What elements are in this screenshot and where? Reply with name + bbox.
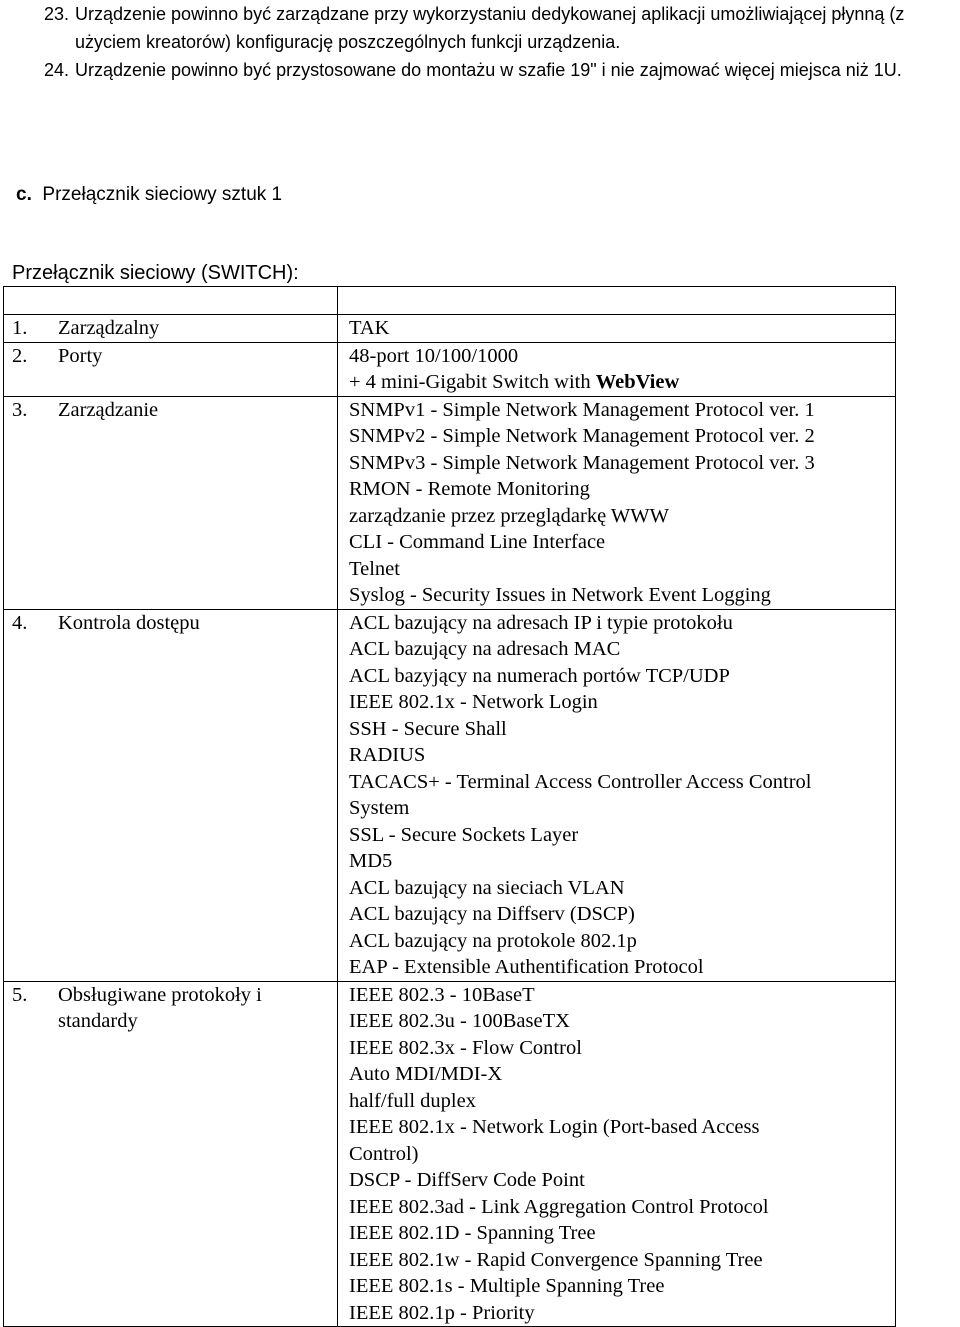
spec-label-cell [4, 342, 338, 396]
spec-value-text: TACACS+ - Terminal Access Controller Access Control [349, 770, 812, 793]
spec-value-text: ACL bazujący na adresach IP i typie protokołu [349, 611, 733, 634]
spec-value-line [349, 689, 895, 716]
spec-value-line [349, 610, 895, 637]
spec-value-line [349, 1061, 895, 1088]
spec-value-cell [338, 981, 896, 1327]
row-number: 3. [12, 398, 28, 421]
switch-title: Przełącznik sieciowy (SWITCH): [12, 262, 299, 284]
spec-value-text: IEEE 802.1w - Rapid Convergence Spanning Tree [349, 1248, 763, 1271]
spec-value-line [349, 982, 895, 1009]
spec-value-line [349, 556, 895, 583]
spec-value-text: Control) [349, 1142, 419, 1165]
spec-value-text: Syslog - Security Issues in Network Event Logging [349, 584, 771, 606]
section-heading [16, 181, 282, 209]
spec-value-line [349, 848, 895, 875]
table-row [4, 315, 896, 343]
spec-value-text: IEEE 802.1x - Network Login (Port-based Access [349, 1116, 760, 1138]
row-label: Kontrola dostępu [58, 611, 200, 634]
spec-label-cell [4, 315, 338, 343]
row-label: Zarządzanie [58, 398, 159, 421]
spec-value-line [349, 397, 895, 424]
spec-value-line [349, 1141, 895, 1168]
spec-value-text: ACL bazujący na sieciach VLAN [349, 876, 625, 899]
spec-value-line [349, 423, 895, 450]
spec-value-text: SSH - Secure Shall [349, 717, 507, 740]
table-row [4, 396, 896, 609]
spec-value-text: EAP - Extensible Authentification Protocol [349, 956, 704, 978]
spec-value-text: ACL bazyjący na numerach portów TCP/UDP [349, 664, 730, 687]
spec-value-line [349, 1088, 895, 1115]
spec-value-line [349, 1247, 895, 1274]
spec-value-line [349, 822, 895, 849]
spec-value-line [349, 1300, 895, 1327]
spec-value-line [349, 315, 895, 342]
spec-value-line [349, 795, 895, 822]
spec-value-line [349, 1220, 895, 1247]
spec-value-text: IEEE 802.1x - Network Login [349, 691, 598, 713]
row-number: 2. [12, 344, 28, 367]
spec-value-line [349, 954, 895, 981]
row-number: 1. [12, 317, 28, 339]
row-number: 4. [12, 611, 28, 634]
spec-value-line [349, 1114, 895, 1141]
intro-item-number: 24. [44, 60, 70, 80]
intro-item-number: 23. [44, 4, 70, 24]
spec-value-text: Telnet [349, 557, 400, 580]
spec-value-line [349, 875, 895, 902]
spec-value-text: IEEE 802.3ad - Link Aggregation Control Protocol [349, 1195, 769, 1218]
spec-value-line [349, 742, 895, 769]
spec-value-text: DSCP - DiffServ Code Point [349, 1169, 585, 1191]
section-letter: c. [16, 184, 32, 205]
spec-value-line [349, 1167, 895, 1194]
spec-value-line [349, 901, 895, 928]
intro-list [0, 0, 960, 84]
spec-value-text: IEEE 802.3u - 100BaseTX [349, 1010, 570, 1032]
spec-value-line [349, 1273, 895, 1300]
spec-value-text: MD5 [349, 850, 393, 872]
spec-table [3, 286, 896, 1327]
spec-value-line [349, 476, 895, 503]
spec-value-text: IEEE 802.1p - Priority [349, 1301, 535, 1324]
spec-value-text: + 4 mini-Gigabit Switch with [349, 371, 596, 393]
spec-value-line [349, 450, 895, 477]
spec-value-text: SNMPv3 - Simple Network Management Protocol ver. 3 [349, 451, 815, 474]
spec-value-line [349, 1008, 895, 1035]
spec-value-text: SNMPv2 - Simple Network Management Protocol ver. 2 [349, 425, 815, 447]
spec-table-body [4, 287, 896, 1327]
spec-value-line [349, 769, 895, 796]
spec-value-line [349, 343, 895, 370]
spec-value-text: Auto MDI/MDI-X [349, 1063, 503, 1085]
spec-value-text: IEEE 802.1s - Multiple Spanning Tree [349, 1275, 665, 1297]
spec-value-line [349, 503, 895, 530]
spec-value-text: SSL - Secure Sockets Layer [349, 823, 579, 846]
spec-value-bold: WebView [595, 371, 680, 393]
spec-value-line [349, 663, 895, 690]
intro-item [0, 0, 960, 56]
row-number: 5. [12, 983, 28, 1006]
intro-item-text: Urządzenie powinno być zarządzane przy wykorzystaniu dedykowanej aplikacji umożliwiającej płynną (z użyciem kreatorów) konfigurację poszczególnych funkcji urządzenia. [75, 4, 905, 52]
spec-value-text: System [349, 797, 410, 819]
spec-label-cell [4, 981, 338, 1327]
spec-value-line [349, 1194, 895, 1221]
spec-value-text: 48-port 10/100/1000 [349, 344, 519, 367]
table-header-row [4, 287, 896, 315]
spec-value-cell [338, 342, 896, 396]
spec-value-text: ACL bazujący na protokole 802.1p [349, 929, 637, 952]
row-label: Zarządzalny [58, 317, 160, 339]
spec-value-text: half/full duplex [349, 1089, 476, 1112]
table-row [4, 609, 896, 981]
spec-value-text: IEEE 802.3 - 10BaseT [349, 983, 535, 1006]
table-cell [338, 287, 896, 315]
spec-value-cell [338, 396, 896, 609]
spec-value-cell [338, 315, 896, 343]
table-row [4, 342, 896, 396]
spec-value-line [349, 369, 895, 396]
spec-value-text: zarządzanie przez przeglądarkę WWW [349, 504, 669, 527]
spec-value-text: IEEE 802.1D - Spanning Tree [349, 1222, 596, 1244]
table-row [4, 981, 896, 1327]
spec-value-text: RADIUS [349, 744, 426, 766]
intro-item [0, 56, 960, 84]
spec-value-line [349, 716, 895, 743]
spec-value-text: RMON - Remote Monitoring [349, 478, 590, 500]
spec-value-text: ACL bazujący na adresach MAC [349, 638, 621, 660]
row-label: Porty [58, 344, 103, 367]
spec-value-cell [338, 609, 896, 981]
spec-value-text: SNMPv1 - Simple Network Management Protocol ver. 1 [349, 398, 815, 421]
row-label: Obsługiwane protokoły i standardy [58, 983, 262, 1032]
spec-value-text: ACL bazujący na Diffserv (DSCP) [349, 903, 635, 925]
spec-value-line [349, 529, 895, 556]
table-cell [4, 287, 338, 315]
spec-value-line [349, 582, 895, 609]
spec-value-text: TAK [349, 317, 390, 339]
spec-value-text: IEEE 802.3x - Flow Control [349, 1036, 582, 1059]
spec-value-line [349, 1035, 895, 1062]
spec-value-line [349, 636, 895, 663]
spec-label-cell [4, 609, 338, 981]
spec-value-text: CLI - Command Line Interface [349, 531, 606, 553]
spec-label-cell [4, 396, 338, 609]
spec-value-line [349, 928, 895, 955]
intro-item-text: Urządzenie powinno być przystosowane do montażu w szafie 19" i nie zajmować więcej miejsca niż 1U. [75, 60, 902, 80]
section-title: Przełącznik sieciowy sztuk 1 [42, 184, 283, 205]
